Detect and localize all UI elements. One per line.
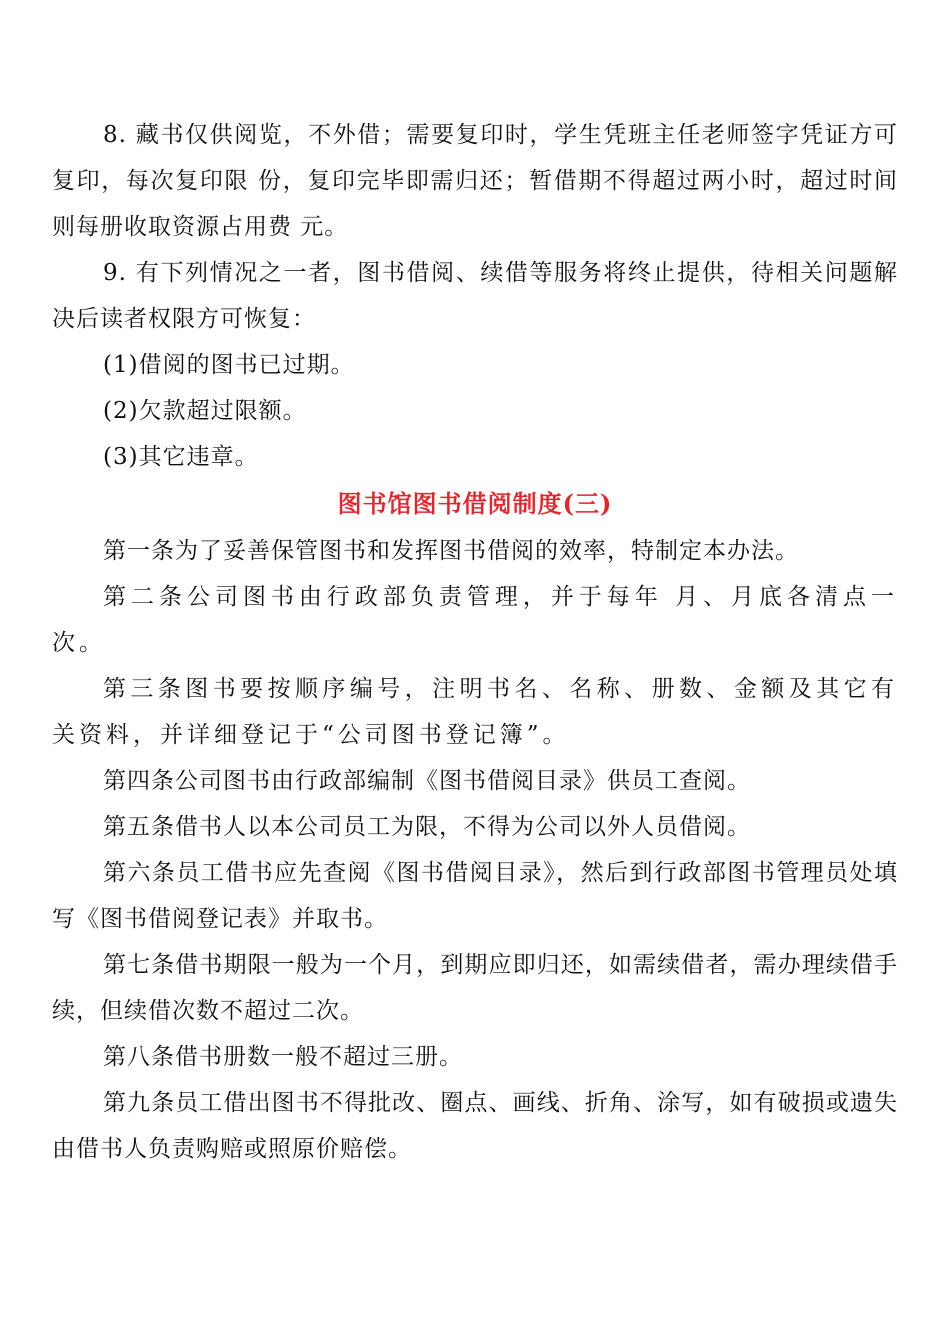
document-page <box>52 112 898 1212</box>
article-5-paragraph: 第五条借书人以本公司员工为限，不得为公司以外人员借阅。 <box>103 814 751 840</box>
article-6-paragraph: 第六条员工借书应先查阅《图书借阅目录》，然后到行政部图书管理员处填写《图书借阅登记表》并取书。 <box>52 860 898 932</box>
page-bottom-space <box>52 1172 898 1212</box>
article-2-paragraph: 第二条公司图书由行政部负责管理，并于每年 月、月底各清点一次。 <box>52 584 898 656</box>
section-title: 图书馆图书借阅制度(三) <box>337 489 613 518</box>
rule-9-item-1: (1)借阅的图书已过期。 <box>103 352 355 378</box>
rule-9-item-3: (3)其它违章。 <box>103 444 259 470</box>
article-7-paragraph: 第七条借书期限一般为一个月，到期应即归还，如需续借者，需办理续借手续，但续借次数不超过二次。 <box>52 952 898 1024</box>
article-8-paragraph: 第八条借书册数一般不超过三册。 <box>103 1044 463 1070</box>
article-3-paragraph: 第三条图书要按顺序编号，注明书名、名称、册数、金额及其它有关资料，并详细登记于“公司图书登记簿”。 <box>52 676 898 748</box>
rule-9-paragraph: 9. 有下列情况之一者，图书借阅、续借等服务将终止提供，待相关问题解决后读者权限方可恢复： <box>52 260 898 332</box>
article-4-paragraph: 第四条公司图书由行政部编制《图书借阅目录》供员工查阅。 <box>103 768 751 794</box>
rule-9-item-2: (2)欠款超过限额。 <box>103 398 307 424</box>
rule-8-paragraph: 8. 藏书仅供阅览，不外借；需要复印时，学生凭班主任老师签字凭证方可复印，每次复印限 份，复印完毕即需归还；暂借期不得超过两小时，超过时间则每册收取资源占用费 元。 <box>52 122 898 240</box>
article-1-paragraph: 第一条为了妥善保管图书和发挥图书借阅的效率，特制定本办法。 <box>103 538 799 564</box>
article-9-paragraph: 第九条员工借出图书不得批改、圈点、画线、折角、涂写，如有破损或遗失由借书人负责购赔或照原价赔偿。 <box>52 1090 898 1162</box>
